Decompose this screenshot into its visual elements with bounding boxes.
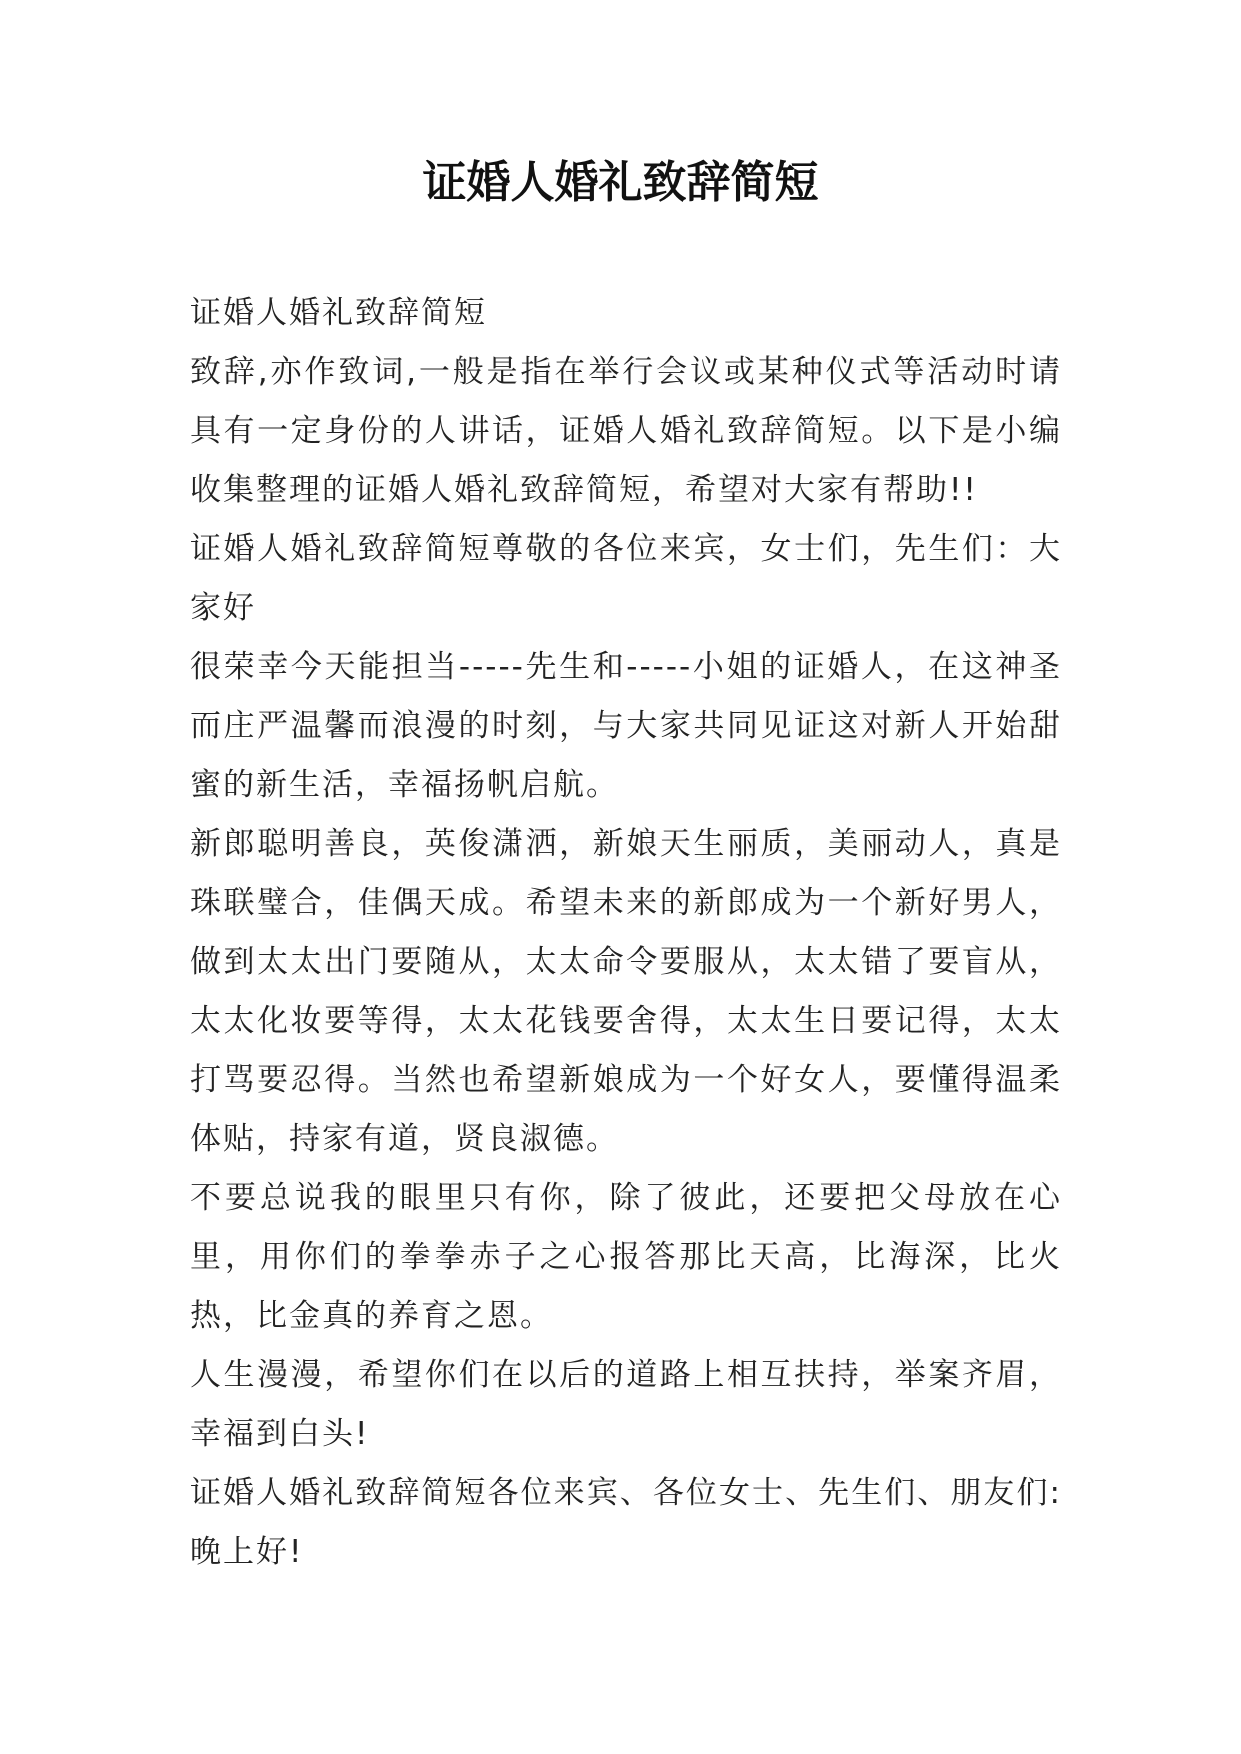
paragraph-parents: 不要总说我的眼里只有你，除了彼此，还要把父母放在心里，用你们的拳拳赤子之心报答那比天高，比海深，比火热，比金真的养育之恩。 bbox=[190, 1180, 1062, 1334]
document-title: 证婚人婚礼致辞简短 bbox=[422, 157, 819, 208]
paragraph-greeting: 证婚人婚礼致辞简短尊敬的各位来宾，女士们，先生们：大家好 bbox=[190, 531, 1062, 626]
paragraph-couple: 新郎聪明善良，英俊潇洒，新娘天生丽质，美丽动人，真是珠联璧合，佳偶天成。希望未来的新郎成为一个新好男人，做到太太出门要随从，太太命令要服从，太太错了要盲从，太太化妆要等得，太太花钱要舍得，太太生日要记得，太太打骂要忍得。当然也希望新娘成为一个好女人，要懂得温柔体贴，持家有道，贤良淑德。 bbox=[190, 826, 1062, 1157]
paragraph-second-greeting: 证婚人婚礼致辞简短各位来宾、各位女士、先生们、朋友们:晚上好! bbox=[190, 1475, 1062, 1570]
document-body bbox=[190, 284, 1062, 1582]
paragraph-heading: 证婚人婚礼致辞简短 bbox=[190, 295, 487, 331]
paragraph-honor: 很荣幸今天能担当-----先生和-----小姐的证婚人，在这神圣而庄严温馨而浪漫的时刻，与大家共同见证这对新人开始甜蜜的新生活，幸福扬帆启航。 bbox=[190, 649, 1062, 803]
paragraph-wishes: 人生漫漫，希望你们在以后的道路上相互扶持，举案齐眉，幸福到白头! bbox=[190, 1357, 1062, 1452]
paragraph-intro: 致辞,亦作致词,一般是指在举行会议或某种仪式等活动时请具有一定身份的人讲话，证婚人婚礼致辞简短。以下是小编收集整理的证婚人婚礼致辞简短，希望对大家有帮助!! bbox=[190, 354, 1062, 508]
